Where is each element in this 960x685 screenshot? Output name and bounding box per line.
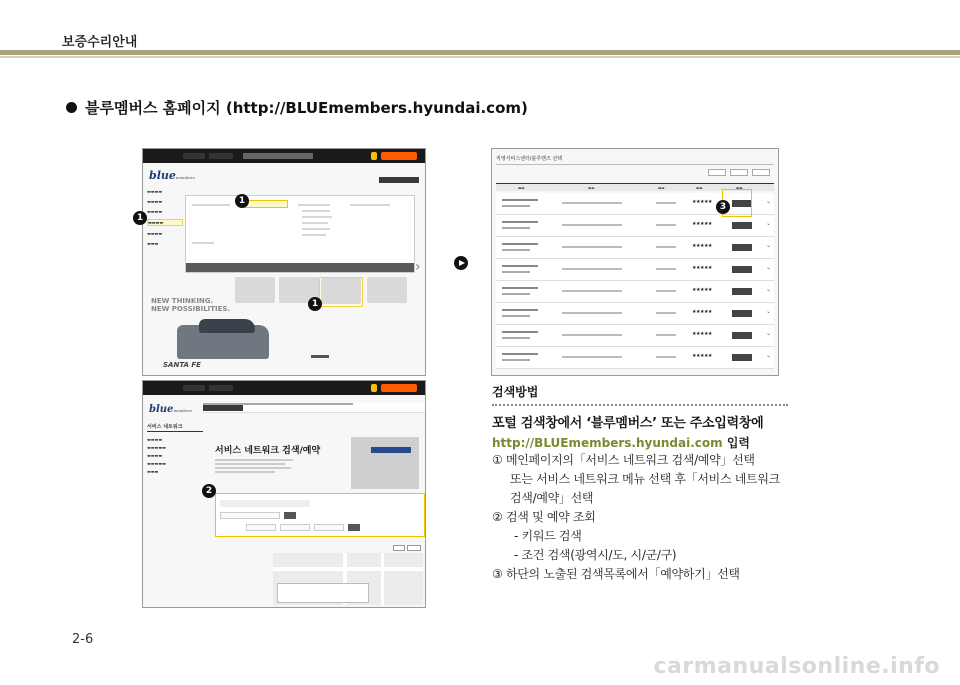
step-1-cont: 또는 서비스 네트워크 메뉴 선택 후「서비스 네트워크 <box>510 472 780 486</box>
watermark: carmanualsonline.info <box>653 654 940 679</box>
step-1: ① 메인페이지의「서비스 네트워크 검색/예약」선택 <box>492 453 755 467</box>
reserve-button[interactable] <box>732 266 752 273</box>
sidebar-item[interactable]: ▬▬▬ <box>147 469 159 474</box>
reserve-button[interactable] <box>732 310 752 317</box>
method-heading: 검색방법 <box>492 385 539 399</box>
rating-stars: ★★★★★ <box>692 243 712 249</box>
sidebar-item[interactable]: ▬▬▬▬ <box>147 437 163 442</box>
map[interactable] <box>273 553 423 605</box>
blue-logo: bluemembers <box>149 404 193 415</box>
rating-stars: ★★★★★ <box>692 331 712 337</box>
menu-item[interactable]: ▬▬▬▬ <box>147 231 163 236</box>
condition-search-button[interactable] <box>348 524 360 531</box>
step-badge-1: 1 <box>133 211 147 225</box>
menu-item[interactable]: ▬▬▬▬ <box>147 199 163 204</box>
city-select[interactable] <box>280 524 310 531</box>
sidebar-item[interactable]: ▬▬▬▬▬ <box>147 461 166 466</box>
district-select[interactable] <box>314 524 344 531</box>
slogan: NEW THINKING. NEW POSSIBILITIES. <box>151 297 231 313</box>
screenshot-service-network-page <box>142 380 426 608</box>
map-tool-button[interactable] <box>393 545 405 551</box>
header-thin-bar <box>0 56 960 58</box>
slider-dots[interactable] <box>311 355 329 358</box>
search-method <box>492 383 792 584</box>
page-header <box>0 0 960 50</box>
dotted-divider <box>492 404 788 406</box>
section-heading <box>66 97 528 118</box>
promo-card-service-network[interactable] <box>319 277 363 307</box>
table-row[interactable] <box>496 215 774 237</box>
menu-dropdown <box>185 195 415 273</box>
menu-item[interactable]: ▬▬▬▬ <box>147 209 163 214</box>
main-menu <box>147 189 183 251</box>
chevron-down-icon: ⌄ <box>766 198 772 205</box>
step-2-condition: - 조건 검색(광역시/도, 시/군/구) <box>514 548 677 562</box>
sidebar <box>147 423 203 476</box>
section-heading-text: 블루멤버스 홈페이지 (http://BLUEmembers.hyundai.com) <box>85 99 528 117</box>
method-lead: 포털 검색창에서 ‘블루멤버스’ 또는 주소입력창에 <box>492 416 764 431</box>
rating-stars: ★★★★★ <box>692 265 712 271</box>
step-badge-2: 2 <box>202 484 216 498</box>
keyword-search-button[interactable] <box>284 512 296 519</box>
sidebar-item[interactable]: ▬▬▬▬ <box>147 453 163 458</box>
table-row[interactable] <box>496 281 774 303</box>
reserve-button[interactable] <box>732 222 752 229</box>
results-title: 직영서비스센터/블루핸즈 선택 <box>496 156 563 162</box>
map-info-popup <box>277 583 369 603</box>
service-network-search-link[interactable] <box>244 200 288 208</box>
page-number: 2-6 <box>72 632 94 647</box>
rating-stars: ★★★★★ <box>692 221 712 227</box>
sidebar-item[interactable]: ▬▬▬▬▬ <box>147 445 166 450</box>
bullet-icon <box>66 102 77 113</box>
table-row[interactable] <box>496 237 774 259</box>
chevron-down-icon: ⌄ <box>766 286 772 293</box>
slider-next-icon[interactable]: › <box>415 259 421 275</box>
chevron-down-icon: ⌄ <box>766 352 772 359</box>
reserve-button[interactable] <box>732 244 752 251</box>
dropdown-footer <box>186 263 414 272</box>
menu-item-service-network[interactable]: ▬▬▬▬ <box>147 219 183 226</box>
screenshot-main-page <box>142 148 426 376</box>
table-row[interactable] <box>496 325 774 347</box>
reserve-button[interactable] <box>732 332 752 339</box>
step-2: ② 검색 및 예약 조회 <box>492 510 596 524</box>
step-badge-3: 3 <box>716 200 730 214</box>
menu-item[interactable]: ▬▬▬ <box>147 241 159 246</box>
car-model-label: SANTA FE <box>163 361 201 369</box>
top-bar <box>143 149 425 163</box>
sort-button[interactable] <box>708 169 726 176</box>
step-2-keyword: - 키워드 검색 <box>514 529 582 543</box>
sort-button[interactable] <box>752 169 770 176</box>
step-3: ③ 하단의 노출된 검색목록에서「예약하기」선택 <box>492 567 740 581</box>
arrow-right-icon <box>454 256 468 270</box>
step-badge-1: 1 <box>308 297 322 311</box>
page-heading: 서비스 네트워크 검색/예약 <box>215 446 321 456</box>
keyword-search-input[interactable] <box>220 512 280 519</box>
login-button[interactable] <box>379 177 419 183</box>
reserve-button[interactable] <box>732 288 752 295</box>
table-row[interactable] <box>496 259 774 281</box>
sort-button[interactable] <box>730 169 748 176</box>
service-center-photo <box>351 437 419 489</box>
rating-stars: ★★★★★ <box>692 287 712 293</box>
table-row[interactable] <box>496 347 774 369</box>
sidebar-title: 서비스 네트워크 <box>147 423 203 432</box>
menu-item[interactable]: ▬▬▬▬ <box>147 189 163 194</box>
top-bar <box>143 381 425 395</box>
rating-stars: ★★★★★ <box>692 309 712 315</box>
url-suffix: 입력 <box>722 436 751 450</box>
reserve-button[interactable] <box>732 354 752 361</box>
login-button[interactable] <box>203 405 243 411</box>
page-description <box>215 459 295 485</box>
site-url[interactable]: http://BLUEmembers.hyundai.com <box>492 436 723 450</box>
chevron-down-icon: ⌄ <box>766 220 772 227</box>
chevron-down-icon: ⌄ <box>766 330 772 337</box>
table-row[interactable] <box>496 303 774 325</box>
rating-stars: ★★★★★ <box>692 199 712 205</box>
header-accent-bar <box>0 50 960 55</box>
chevron-down-icon: ⌄ <box>766 264 772 271</box>
step-badge-1: 1 <box>235 194 249 208</box>
chevron-down-icon: ⌄ <box>766 308 772 315</box>
rating-stars: ★★★★★ <box>692 353 712 359</box>
chapter-title: 보증수리안내 <box>62 35 138 50</box>
map-tool-button[interactable] <box>407 545 421 551</box>
chevron-down-icon: ⌄ <box>766 242 772 249</box>
blue-logo: bluemembers <box>149 169 195 182</box>
promo-card[interactable] <box>365 277 409 305</box>
top-navigation <box>203 403 425 413</box>
method-url-line <box>492 434 792 451</box>
search-panel <box>215 493 425 537</box>
promo-card[interactable] <box>233 277 277 305</box>
screenshot-results-list <box>491 148 779 376</box>
step-1-cont: 검색/예약」선택 <box>510 491 594 505</box>
results-table-header: ▬▬ ▬▬ ▬▬ ▬▬ ▬▬ <box>496 183 774 191</box>
province-select[interactable] <box>246 524 276 531</box>
